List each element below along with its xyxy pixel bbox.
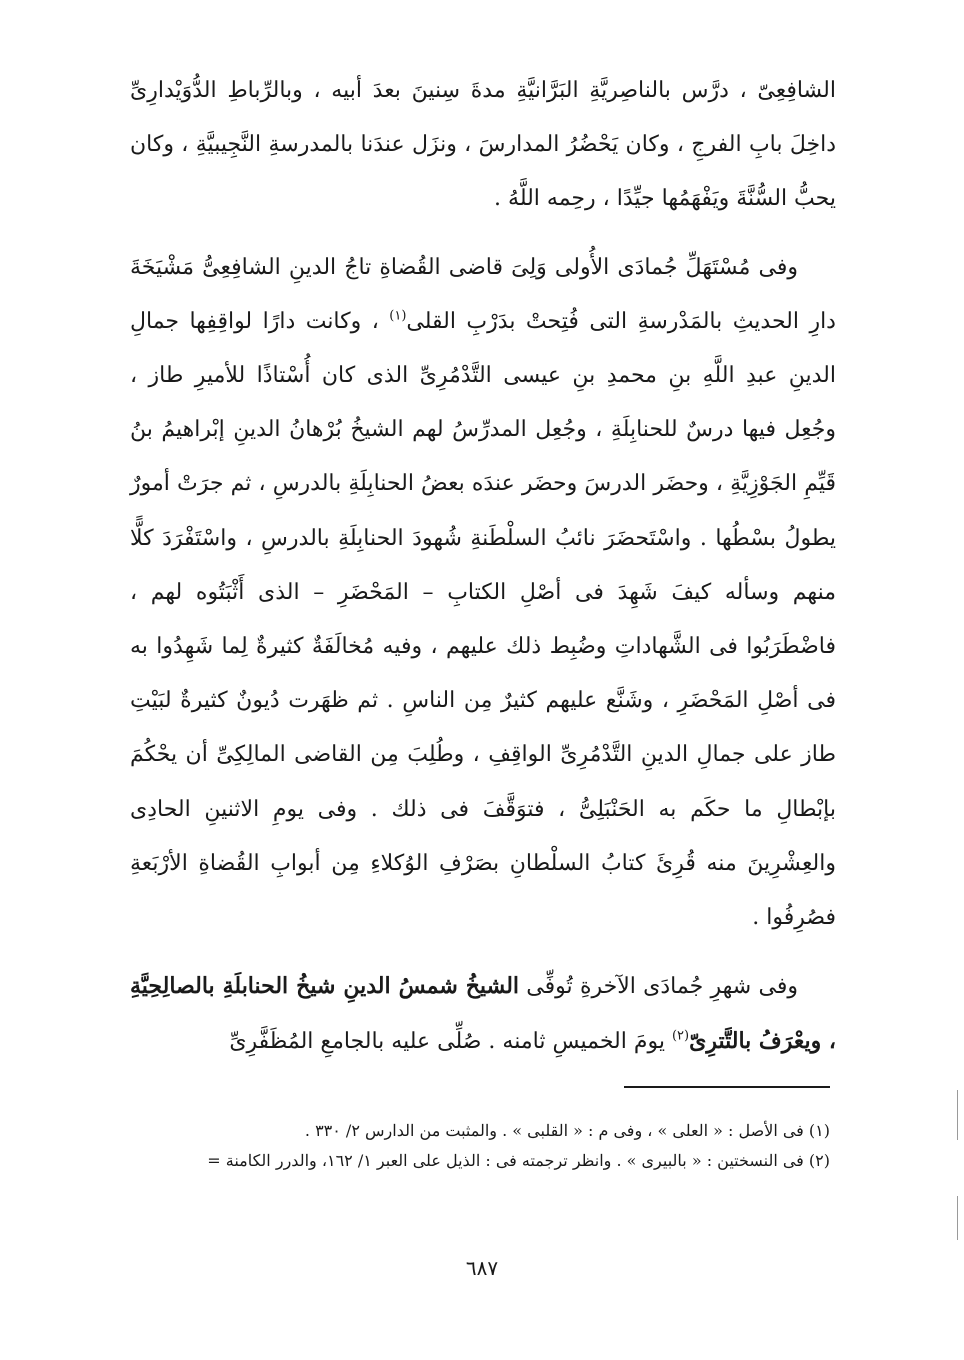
footnote-separator-rule bbox=[624, 1086, 830, 1088]
paragraph-3-part-2: يومَ الخميسِ ثامنه . صُلِّى عليه بالجامعِ المُظَفَّرِىِّ bbox=[229, 1029, 672, 1055]
page-number: ٦٨٧ bbox=[465, 1256, 499, 1280]
scan-edge-mark bbox=[957, 1196, 958, 1240]
person-name-heading: الشيخُ شمسُ الدينِ شيخُ الحنابلَةِ بالصالِحِيَّةِ ، ويعْرَفُ بالتَّترِىّ bbox=[130, 973, 836, 1055]
footnotes-block bbox=[128, 1116, 830, 1176]
footnote-ref-1: (١) bbox=[389, 308, 407, 324]
scan-edge-mark bbox=[957, 1090, 958, 1140]
footnote-ref-2: (٢) bbox=[671, 1029, 690, 1045]
paragraph-3-part-1: وفى شهرِ جُمادَى الآخرةِ تُوفِّى bbox=[519, 974, 798, 1000]
paragraph-2-part-2: ، وكانت دارًا لواقِفِها جمالِ الدينِ عبدِ اللَّهِ بنِ محمدِ بنِ عيسى التَّدْمُرِىِّ الذى كان أُسْتاذًا للأميرِ طاز ، وجُعِل فيها درسٌ للحنابِلَةِ ، وجُعِل المدرِّسُ لهم الشيخُ بُرْهانُ الدينِ إبْراهيمُ بنُ قَيِّمِ الجَوْزِيَّةِ ، وحضَر الدرسَ وحضَر عندَه بعضُ الحنابِلَةِ بالدرسِ ، ثم جرَتْ أمورٌ يطولُ بسْطُها . واسْتَحضَرَ نائبُ السلْطَنةِ شُهودَ الحنابِلَةِ بالدرسِ ، واسْتَفْرَدَ كلًّا منهم وسأله كيفَ شَهِدَ فى أصْلِ الكتابِ – المَحْضَرِ – الذى أَثْبَتُوه لهم ، فاضْطَرَبُوا فى الشَّهاداتِ وضُبِط ذلك عليهم ، وفيه مُخالَفَةٌ كثيرةٌ لِما شَهِدُوا به فى أصْلِ المَحْضَرِ ، وشَنَّع عليهم كثيرٌ مِن الناسِ . ثم ظهَرت دُيونٌ كثيرةٌ لبَيْتِ طاز على جمالِ الدينِ التَّدْمُرِىِّ الواقِفِ ، وطُلِبَ مِن القاضى المالِكِىِّ أن يحْكُمَ بإبْطالِ ما حكَم به الحَنْبَلِىُّ ، فتوَقَّفَ فى ذلك . وفى يومِ الاثنينِ الحادِى والعِشْرِينَ منه قُرِئَ كتابُ السلْطانِ بصَرْفِ الوُكلاءِ مِن أبوابِ القُضاةِ الأرْبَعةِ فصُرِفُوا . bbox=[130, 308, 836, 931]
paragraph-2 bbox=[130, 241, 836, 946]
paragraph-2-part-1: وفى مُسْتَهَلِّ جُمادَى الأُولى وَلِىَ قاضى القُضاةِ تاجُ الدينِ الشافِعِىُّ مَشْيَخَةَ دارِ الحديثِ بالمَدْرسةِ التى فُتِحتْ بدَرْبِ القلى bbox=[130, 254, 836, 334]
paragraph-1: الشافِعِىّ ، درَّس بالناصِريَّةِ البَرَّانيَّةِ مدةَ سِنينَ بعدَ أبيه ، وبالرِّباطِ الدُّوَيْدارِىِّ داخِلَ بابِ الفرجِ ، وكان يَحْضُرُ المدارسَ ، ونزَل عندَنا بالمدرسةِ النَّجِيبيَّةِ ، وكان يحبُّ السُّنَّةَ ويَفْهَمُها جيِّدًا ، رحِمه اللَّهُ . bbox=[130, 78, 836, 212]
footnote-2: (٢) فى النسختين : « بالبيرى » . وانظر ترجمته فى : الذيل على العبر ١/ ١٦٢، والدرر الكامنة = bbox=[207, 1151, 830, 1170]
paragraph-3 bbox=[130, 959, 836, 1069]
main-text-block bbox=[130, 64, 836, 1070]
footnote-1: (١) فى الأصل : « العلى » ، وفى م : « القلبى » . والمثبت من الدارس ٢/ ٣٣٠ . bbox=[304, 1121, 830, 1140]
